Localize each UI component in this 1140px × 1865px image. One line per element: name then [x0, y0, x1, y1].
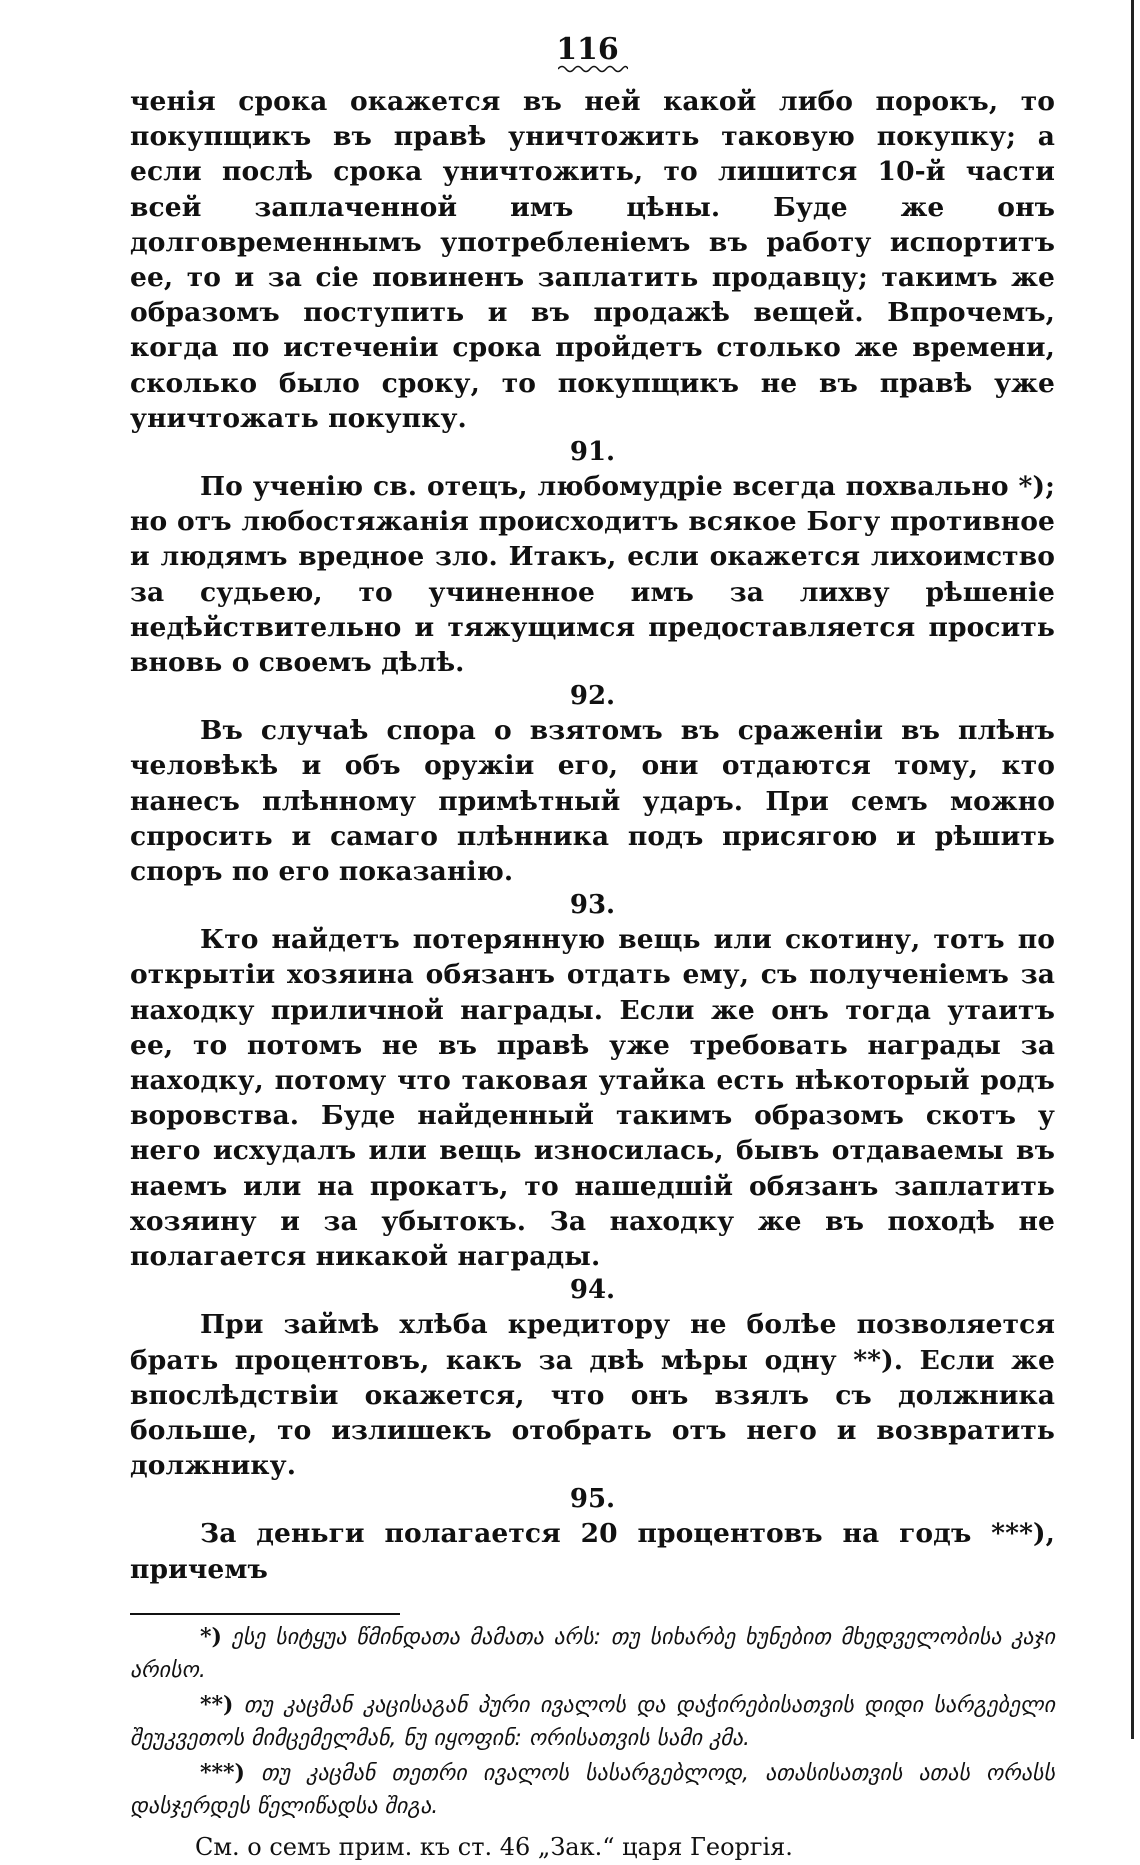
footnote-2-mark: **): [200, 1691, 234, 1718]
article-number-92: 92.: [569, 681, 616, 712]
article-91-text: По ученію св. отецъ, любомудріе всегда похвально *); но отъ любостяжанія происходитъ всякое Богу противное и людямъ вредное зло. Итакъ, если окажется лихоимство за судьею, то учиненное имъ за лихву рѣшеніе недѣйствительно и тяжущимся предоставляется просить вновь о своемъ дѣлѣ.: [130, 471, 1055, 679]
article-number-94: 94.: [569, 1275, 616, 1306]
footnote-3-mark: ***): [200, 1759, 245, 1786]
footnote-3: [130, 1757, 1055, 1823]
article-number-91: 91.: [569, 437, 616, 468]
article-94-text: При займѣ хлѣба кредитору не болѣе позволяется брать процентовъ, какъ за двѣ мѣры одну **). Если же впослѣдствіи окажется, что онъ взялъ съ должника больше, то излишекъ отобрать отъ него и возвратить должнику.: [130, 1309, 1055, 1482]
article-number-95: 95.: [569, 1484, 616, 1515]
footnote-1-mark: *): [200, 1623, 222, 1650]
footnote-1-text: ესე სიტყუა წმინდათა მამათა არს: თუ სიხარბე ხუნებით მხედველობისა კაჯი არისო.: [130, 1624, 1055, 1683]
footnote-divider: [130, 1613, 400, 1615]
article-95-text: За деньги полагается 20 процентовъ на годъ ***), причемъ: [130, 1518, 1055, 1585]
document-page: [130, 30, 1055, 1865]
article-90-continuation: ченія срока окажется въ ней какой либо порокъ, то покупщикъ въ правѣ уничтожить таковую покупку; а если послѣ срока уничтожить, то лишится 10-й части всей заплаченной имъ цѣны. Буде же онъ долговременнымъ употребленіемъ въ работу испортитъ ее, то и за сіе повиненъ заплатить продавцу; такимъ же образомъ поступить и въ продажѣ вещей. Впрочемъ, когда по истеченіи срока пройдетъ столько же времени, сколько было сроку, то покупщикъ не въ правѣ уже уничтожать покупку.: [130, 86, 1055, 434]
footnote-2: [130, 1689, 1055, 1755]
page-edge-line: [1131, 0, 1134, 1739]
page-number: 116: [556, 32, 619, 67]
footnote-reference: См. о семъ прим. къ ст. 46 „Зак.“ царя Георгія.: [195, 1832, 793, 1861]
article-93-text: Кто найдетъ потерянную вещь или скотину, тотъ по открытіи хозяина обязанъ отдать ему, съ полученіемъ за находку приличной награды. Если же онъ тогда утаитъ ее, то потомъ не въ правѣ уже требовать награды за находку, потому что таковая утайка есть нѣкоторый родъ воровства. Буде найденный такимъ образомъ скотъ у него исхудалъ или вещь износилась, бывъ отдаваемы въ наемъ или на прокатъ, то нашедшій обязанъ заплатить хозяину и за убытокъ. За находку же въ походѣ не полагается никакой награды.: [130, 924, 1055, 1273]
footnote-3-text: თუ კაცმან თეთრი ივალოს სასარგებლოდ, ათასისათვის ათას ორასს დასჯერდეს წელიწადსა შიგა.: [130, 1760, 1056, 1819]
article-number-93: 93.: [569, 890, 616, 921]
footnote-2-text: თუ კაცმან კაცისაგან პური ივალოს და დაჭირებისათვის დიდი სარგებელი შეუკვეთოს მიმცემელმან, ნუ იყოფინ: ორისათვის სამი კმა.: [130, 1692, 1055, 1751]
footnote-1: [130, 1621, 1055, 1687]
article-92-text: Въ случаѣ спора о взятомъ въ сраженіи въ плѣнъ человѣкѣ и объ оружіи его, они отдаются тому, кто нанесъ плѣнному примѣтный ударъ. При семъ можно спросить и самаго плѣнника подъ присягою и рѣшить споръ по его показанію.: [130, 715, 1055, 888]
